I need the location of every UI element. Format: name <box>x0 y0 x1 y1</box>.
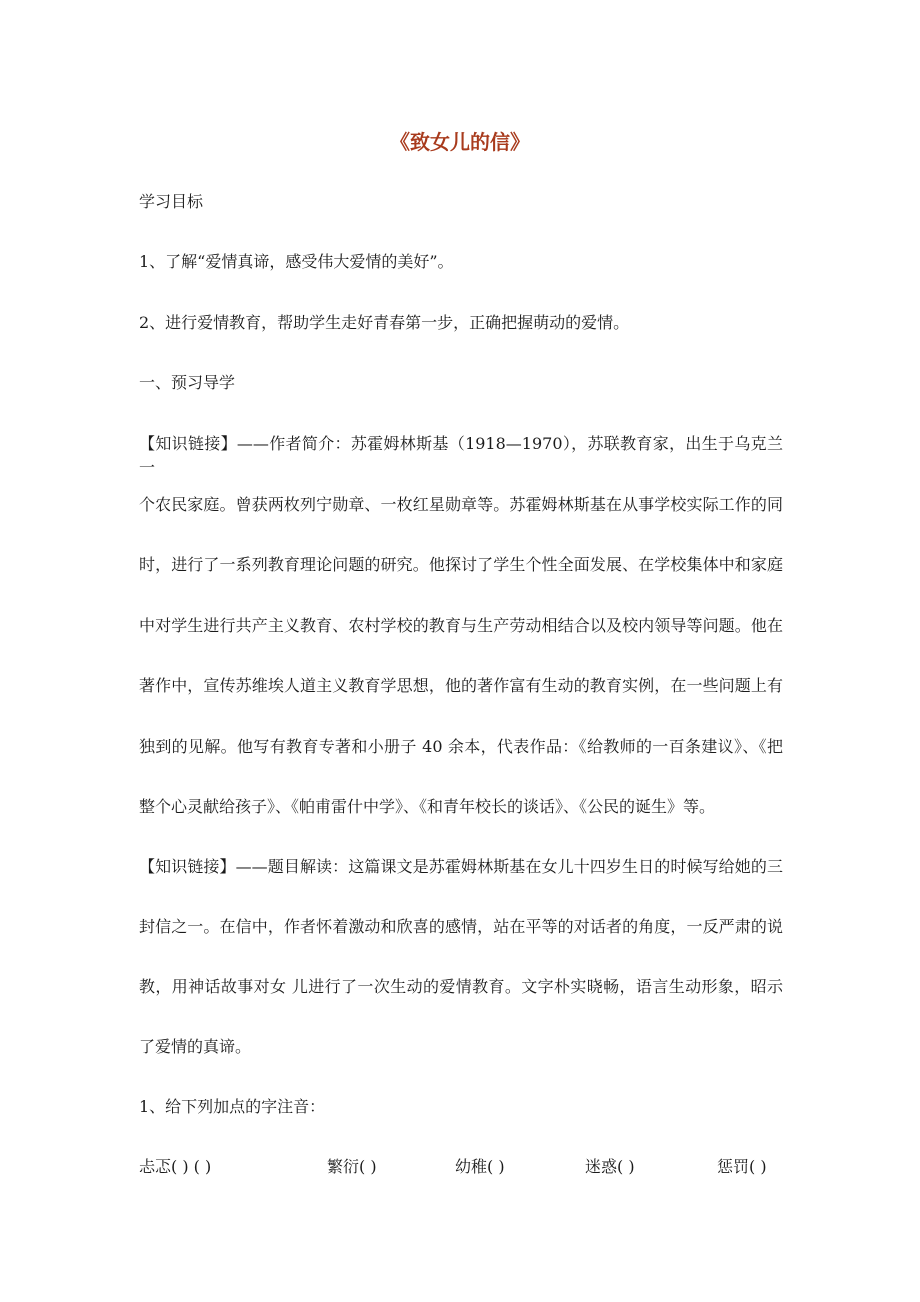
author-intro-line: 【知识链接】——作者简介：苏霍姆林斯基（1918—1970），苏联教育家，出生于乌克兰一 <box>139 434 783 477</box>
title-explain-line: 封信之一。在信中，作者怀着激动和欣喜的感情，站在平等的对话者的角度，一反严肃的说 <box>139 917 783 936</box>
pinyin-exercise-row <box>139 1155 809 1179</box>
objectives-heading: 学习目标 <box>139 192 204 211</box>
document-title: 《致女儿的信》 <box>390 130 530 154</box>
author-intro-line: 著作中，宣传苏维埃人道主义教育学思想，他的著作富有生动的教育实例，在一些问题上有 <box>139 676 783 695</box>
author-intro-line: 独到的见解。他写有教育专著和小册子 40 余本，代表作品：《给教师的一百条建议》、《把 <box>139 737 783 756</box>
pinyin-item: 忐忑( ) ( ) <box>139 1157 212 1176</box>
section-heading: 一、预习导学 <box>139 373 236 392</box>
objective-item: 1、了解“爱情真谛，感受伟大爱情的美好”。 <box>139 252 454 271</box>
author-intro-line: 整个心灵献给孩子》、《帕甫雷什中学》、《和青年校长的谈话》、《公民的诞生》等。 <box>139 797 716 816</box>
pinyin-item: 迷惑( ) <box>585 1157 635 1176</box>
exercise-heading: 1、给下列加点的字注音： <box>139 1097 326 1116</box>
author-intro-line: 中对学生进行共产主义教育、农村学校的教育与生产劳动相结合以及校内领导等问题。他在 <box>139 616 783 635</box>
title-explain-line: 教，用神话故事对女 儿进行了一次生动的爱情教育。文字朴实晓畅，语言生动形象，昭示 <box>139 977 783 996</box>
pinyin-item: 繁衍( ) <box>327 1157 377 1176</box>
author-intro-line: 个农民家庭。曾获两枚列宁勋章、一枚红星勋章等。苏霍姆林斯基在从事学校实际工作的同 <box>139 495 783 514</box>
pinyin-item: 惩罚( ) <box>717 1157 767 1176</box>
pinyin-item: 幼稚( ) <box>455 1157 505 1176</box>
objective-item: 2、进行爱情教育，帮助学生走好青春第一步，正确把握萌动的爱情。 <box>139 313 630 332</box>
title-explain-line: 了爱情的真谛。 <box>139 1037 252 1056</box>
author-intro-line: 时，进行了一系列教育理论问题的研究。他探讨了学生个性全面发展、在学校集体中和家庭 <box>139 555 783 574</box>
title-explain-line: 【知识链接】——题目解读：这篇课文是苏霍姆林斯基在女儿十四岁生日的时候写给她的三 <box>139 857 783 876</box>
